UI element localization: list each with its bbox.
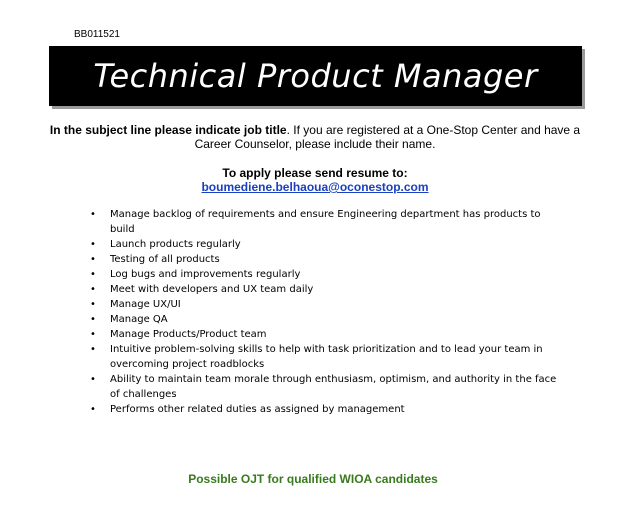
application-instructions	[40, 123, 590, 151]
duty-text: Manage Products/Product team	[110, 329, 267, 340]
list-item	[88, 372, 558, 402]
list-item	[88, 312, 558, 327]
bullet-icon: •	[90, 299, 96, 310]
page-title: Technical Product Manager	[93, 57, 538, 95]
document-code: BB011521	[74, 29, 120, 40]
list-item	[88, 297, 558, 312]
list-item	[88, 252, 558, 267]
bullet-icon: •	[90, 374, 96, 385]
duty-text: Performs other related duties as assigned by management	[110, 404, 405, 415]
bullet-icon: •	[90, 254, 96, 265]
bullet-icon: •	[90, 209, 96, 220]
duty-text: Manage QA	[110, 314, 168, 325]
list-item	[88, 282, 558, 297]
duty-text: Intuitive problem-solving skills to help with task prioritization and to lead your team in overcoming project roadblocks	[110, 344, 543, 370]
instructions-text: . If you are registered at a One-Stop Center and have a Career Counselor, please include their name.	[194, 123, 581, 151]
duties-list	[88, 207, 558, 417]
footer-note: Possible OJT for qualified WIOA candidates	[188, 472, 438, 486]
list-item	[88, 267, 558, 282]
duty-text: Log bugs and improvements regularly	[110, 269, 301, 280]
duty-text: Manage UX/UI	[110, 299, 181, 310]
list-item	[88, 207, 558, 237]
duty-text: Launch products regularly	[110, 239, 241, 250]
list-item	[88, 327, 558, 342]
bullet-icon: •	[90, 314, 96, 325]
apply-section	[40, 166, 590, 194]
duty-text: Testing of all products	[110, 254, 220, 265]
bullet-icon: •	[90, 239, 96, 250]
bullet-icon: •	[90, 344, 96, 355]
title-banner	[49, 46, 582, 106]
bullet-icon: •	[90, 329, 96, 340]
apply-label: To apply please send resume to:	[222, 166, 408, 180]
duty-text: Ability to maintain team morale through enthusiasm, optimism, and authority in the face of challenges	[110, 374, 557, 400]
list-item	[88, 402, 558, 417]
bullet-icon: •	[90, 404, 96, 415]
bullet-icon: •	[90, 269, 96, 280]
duty-text: Meet with developers and UX team daily	[110, 284, 314, 295]
duty-text: Manage backlog of requirements and ensure Engineering department has products to build	[110, 209, 541, 235]
instructions-bold-text: In the subject line please indicate job title	[49, 123, 287, 137]
bullet-icon: •	[90, 284, 96, 295]
list-item	[88, 237, 558, 252]
list-item	[88, 342, 558, 372]
apply-email-link[interactable]: boumediene.belhaoua@oconestop.com	[201, 180, 429, 194]
